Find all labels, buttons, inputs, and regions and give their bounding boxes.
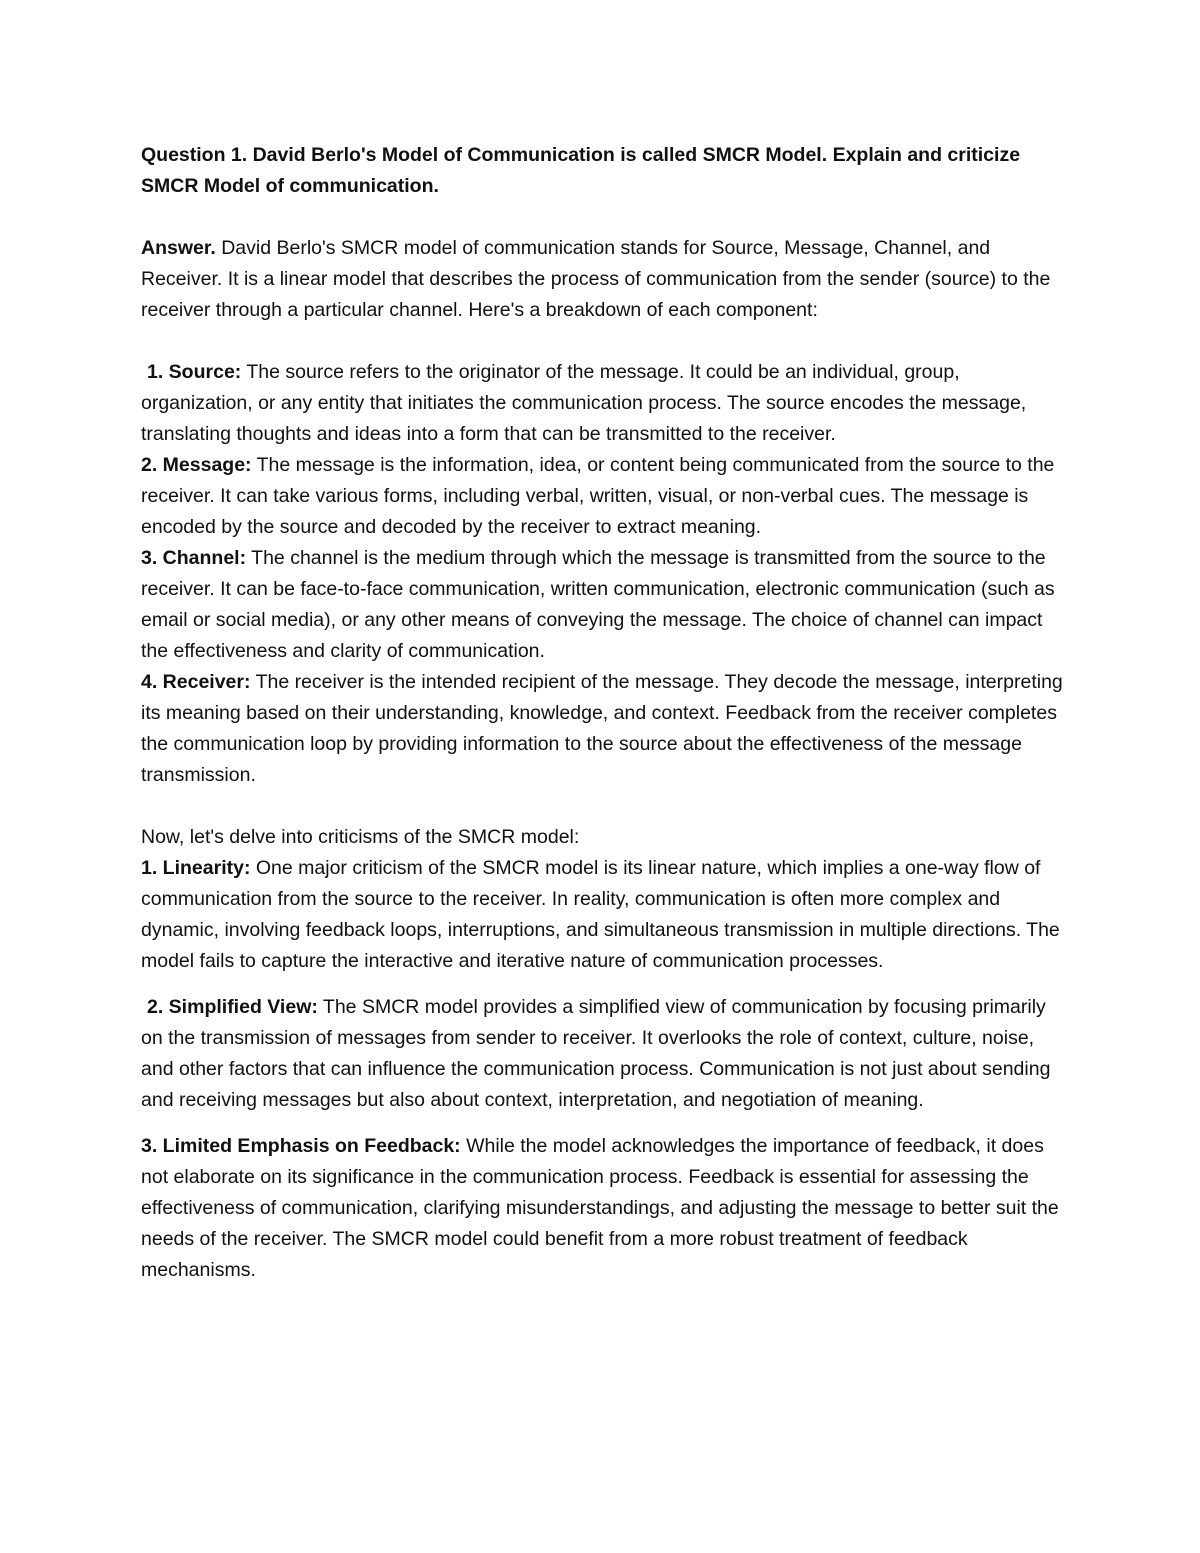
component-label: 2. Message:	[141, 454, 252, 476]
component-receiver	[141, 667, 1071, 791]
criticism-label: 1. Linearity:	[141, 857, 251, 879]
answer-label: Answer.	[141, 237, 216, 259]
criticism-intro: Now, let's delve into criticisms of the SMCR model:	[141, 826, 580, 848]
criticism-label: 3. Limited Emphasis on Feedback:	[141, 1135, 461, 1157]
component-text: The source refers to the originator of the message. It could be an individual, group, organization, or any entity that initiates the communication process. The source encodes the message, translating thoughts and ideas into a form that can be transmitted to the receiver.	[141, 361, 1027, 445]
criticism-text: While the model acknowledges the importance of feedback, it does not elaborate on its significance in the communication process. Feedback is essential for assessing the effectiveness of communication, clarifying misunderstandings, and adjusting the message to better suit the needs of the receiver. The SMCR model could benefit from a more robust treatment of feedback mechanisms.	[141, 1135, 1059, 1281]
criticism-limited-feedback	[141, 1131, 1071, 1286]
criticism-text: The SMCR model provides a simplified view of communication by focusing primarily on the transmission of messages from sender to receiver. It overlooks the role of context, culture, noise, and other factors that can influence the communication process. Communication is not just about sending and receiving messages but also about context, interpretation, and negotiation of meaning.	[141, 996, 1051, 1111]
component-label: 4. Receiver:	[141, 671, 251, 693]
component-label: 1. Source:	[147, 361, 242, 383]
component-text: The receiver is the intended recipient of the message. They decode the message, interpreting its meaning based on their understanding, knowledge, and context. Feedback from the receiver completes the communication loop by providing information to the source about the effectiveness of the message transmission.	[141, 671, 1063, 786]
component-text: The channel is the medium through which the message is transmitted from the source to the receiver. It can be face-to-face communication, written communication, electronic communication (such as email or social media), or any other means of conveying the message. The choice of channel can impact the effectiveness and clarity of communication.	[141, 547, 1055, 662]
criticism-text: One major criticism of the SMCR model is its linear nature, which implies a one-way flow of communication from the source to the receiver. In reality, communication is often more complex and dynamic, involving feedback loops, interruptions, and simultaneous transmission in multiple directions. The model fails to capture the interactive and iterative nature of communication processes.	[141, 857, 1060, 972]
criticism-linearity	[141, 853, 1071, 977]
component-source	[141, 357, 1071, 450]
document-body	[141, 140, 1071, 1286]
answer-intro	[141, 233, 1071, 326]
component-text: The message is the information, idea, or content being communicated from the source to the receiver. It can take various forms, including verbal, written, visual, or non-verbal cues. The message is encoded by the source and decoded by the receiver to extract meaning.	[141, 454, 1055, 538]
question-heading: Question 1. David Berlo's Model of Communication is called SMCR Model. Explain and criticize SMCR Model of communication.	[141, 144, 1021, 197]
answer-text: David Berlo's SMCR model of communication stands for Source, Message, Channel, and Receiver. It is a linear model that describes the process of communication from the sender (source) to the receiver through a particular channel. Here's a breakdown of each component:	[141, 237, 1051, 321]
component-channel	[141, 543, 1071, 667]
criticism-simplified-view	[141, 992, 1071, 1116]
component-label: 3. Channel:	[141, 547, 247, 569]
component-message	[141, 450, 1071, 543]
criticism-label: 2. Simplified View:	[147, 996, 318, 1018]
